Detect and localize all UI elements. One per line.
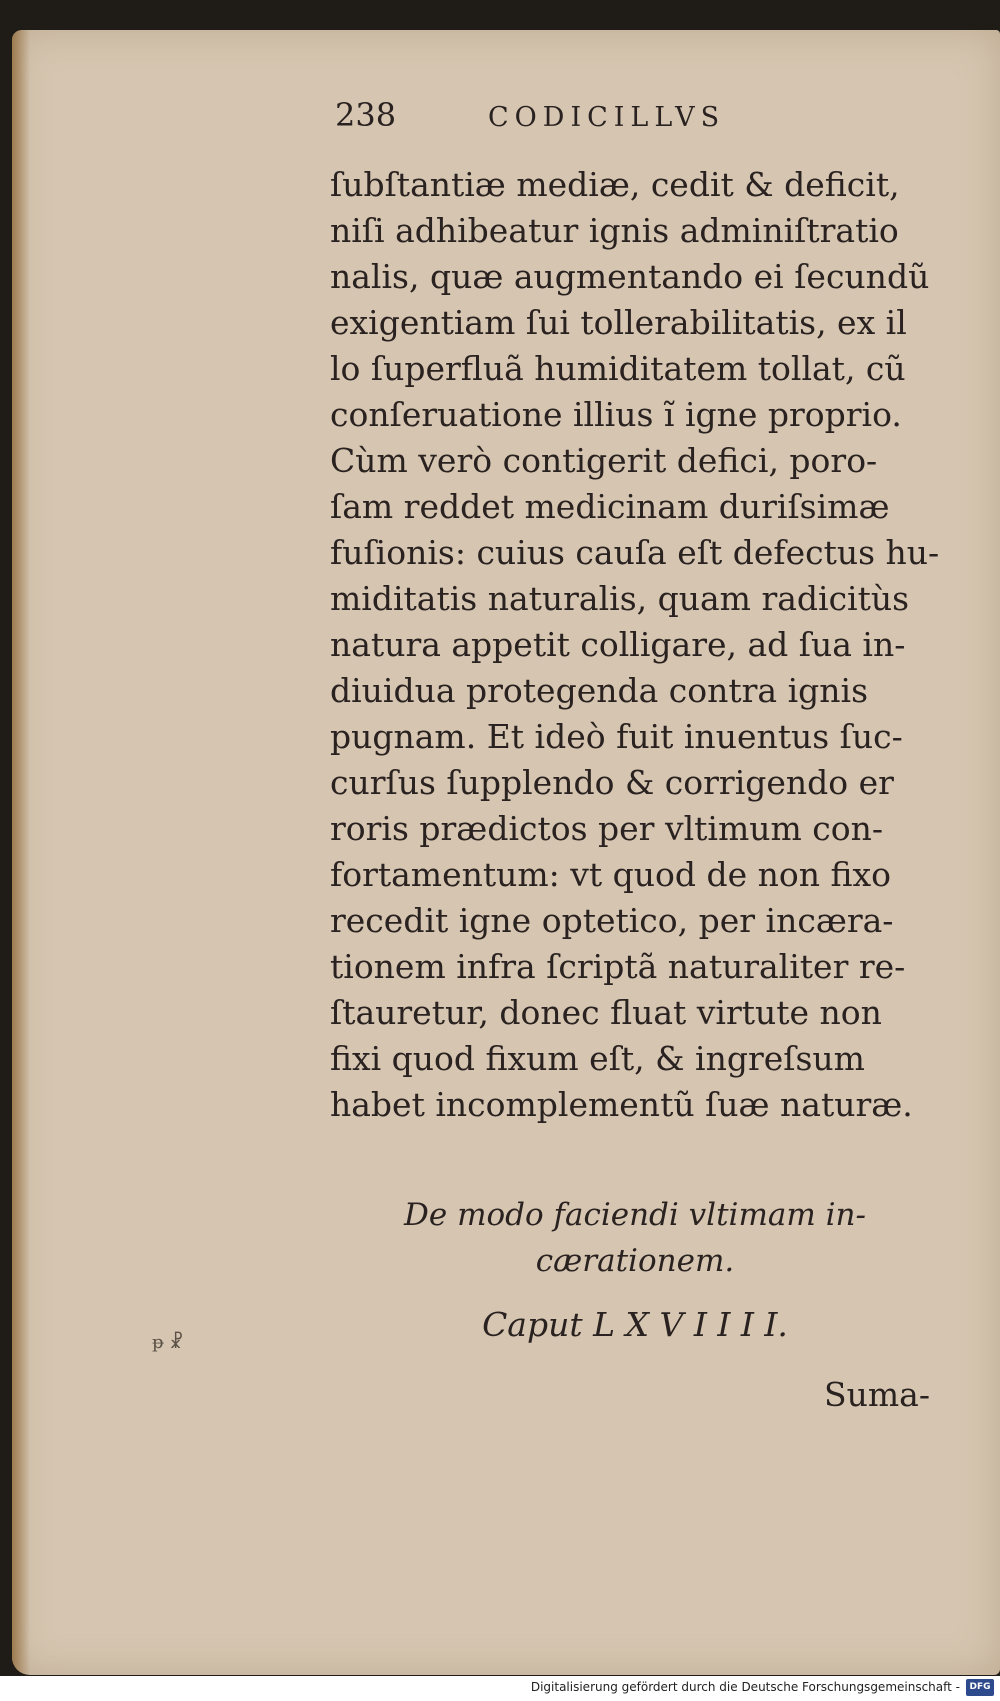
- running-title: CODICILLVS: [488, 102, 726, 133]
- text-line: curſus ſupplendo & corrigendo er: [330, 763, 894, 802]
- text-line: nalis, quæ augmentando ei ſecundũ: [330, 257, 930, 296]
- text-line: lo ſuperfluã humiditatem tollat, cũ: [330, 349, 906, 388]
- text-line: fuſionis: cuius cauſa eſt defectus hu-: [330, 533, 940, 572]
- funding-credit: Digitalisierung gefördert durch die Deutsche Forschungsgemeinschaft -: [530, 1680, 960, 1694]
- body-text: [330, 162, 940, 1128]
- margin-mark: ᵽ ☧: [152, 1332, 184, 1353]
- catchword: Suma-: [824, 1375, 930, 1414]
- text-line: conſeruatione illius ĩ igne proprio.: [330, 395, 902, 434]
- text-line: fortamentum: vt quod de non fixo: [330, 855, 892, 894]
- chapter-heading: [330, 1192, 940, 1348]
- text-line: pugnam. Et ideò fuit inuentus ſuc-: [330, 717, 903, 756]
- text-line: ſam reddet medicinam duriſsimæ: [330, 487, 890, 526]
- page-header: [320, 92, 960, 142]
- text-line: exigentiam ſui tollerabilitatis, ex il: [330, 303, 907, 342]
- dfg-logo: DFG: [966, 1679, 994, 1696]
- text-line: ſtauretur, donec fluat virtute non: [330, 993, 882, 1032]
- text-line: recedit igne optetico, per incæra-: [330, 901, 894, 940]
- chapter-title-line-1: De modo faciendi vltimam in-: [404, 1197, 866, 1233]
- text-line: diuidua protegenda contra ignis: [330, 671, 869, 710]
- text-line: niſi adhibeatur ignis adminiſtratio: [330, 211, 899, 250]
- text-line: habet incomplementũ ſuæ naturæ.: [330, 1085, 913, 1124]
- text-line: miditatis naturalis, quam radicitùs: [330, 579, 910, 618]
- text-line: natura appetit colligare, ad ſua in-: [330, 625, 906, 664]
- page-spine-shadow: [12, 30, 30, 1675]
- page-number: 238: [335, 96, 397, 134]
- text-line: tionem infra ſcriptã naturaliter re-: [330, 947, 906, 986]
- chapter-title-line-2: cærationem.: [535, 1243, 735, 1279]
- footer-bar: [0, 1676, 1000, 1701]
- text-line: Cùm verò contigerit defici, poro-: [330, 441, 878, 480]
- text-line: fixi quod fixum eſt, & ingreſsum: [330, 1039, 865, 1078]
- text-line: roris prædictos per vltimum con-: [330, 809, 884, 848]
- chapter-number: Caput L X V I I I I.: [482, 1305, 788, 1344]
- text-line: ſubſtantiæ mediæ, cedit & deficit,: [330, 165, 900, 204]
